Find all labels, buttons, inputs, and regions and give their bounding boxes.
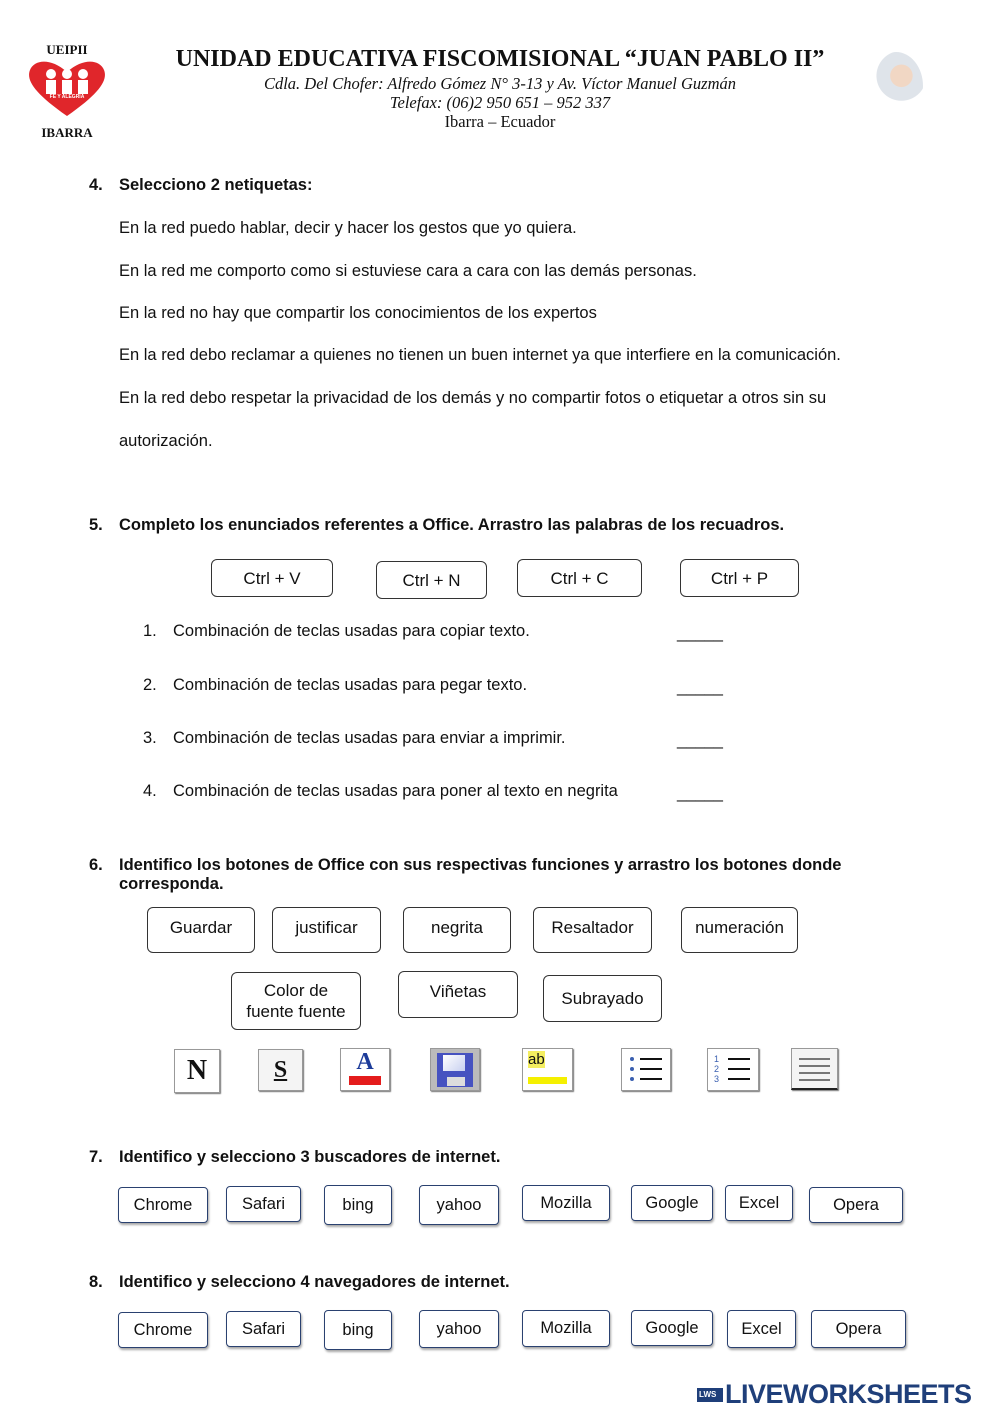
justify-icon[interactable] xyxy=(791,1048,838,1090)
search-engine-option-excel[interactable]: Excel xyxy=(725,1185,793,1221)
netiquette-option[interactable]: En la red me comporto como si estuviese cara a cara con las demás personas. xyxy=(119,262,697,280)
question-7-title: 7. Identifico y selecciono 3 buscadores de internet. xyxy=(89,1148,501,1166)
highlight-glyph: ab xyxy=(528,1051,545,1068)
drop-blank-4[interactable]: _____ xyxy=(677,784,723,802)
netiquette-option[interactable]: En la red no hay que compartir los conocimientos de los expertos xyxy=(119,304,597,322)
drop-blank-3[interactable]: _____ xyxy=(677,731,723,749)
bullet-list-glyph xyxy=(622,1049,670,1090)
font-color-glyph: A xyxy=(356,1049,374,1075)
question-6-title: 6. Identifico los botones de Office con sus respectivas funciones y arrastro los botones donde corresponda. xyxy=(89,856,842,893)
search-engine-option-bing[interactable]: bing xyxy=(324,1185,392,1225)
word-justificar[interactable]: justificar xyxy=(272,907,381,953)
underline-glyph: S xyxy=(273,1056,288,1083)
browser-option-mozilla[interactable]: Mozilla xyxy=(522,1310,610,1347)
numbered-list-icon[interactable] xyxy=(707,1048,759,1091)
word-ctrl-v[interactable]: Ctrl + V xyxy=(211,559,333,597)
search-engine-option-yahoo[interactable]: yahoo xyxy=(419,1185,499,1225)
justify-glyph xyxy=(792,1049,837,1089)
word-negrita[interactable]: negrita xyxy=(403,907,511,953)
bold-glyph: N xyxy=(186,1055,208,1086)
search-engine-option-google[interactable]: Google xyxy=(631,1185,713,1221)
word-subrayado[interactable]: Subrayado xyxy=(543,975,662,1022)
logo-text-top: UEIPII xyxy=(46,42,88,57)
netiquette-option[interactable]: En la red debo respetar la privacidad de los demás y no compartir fotos o etiquetar a otros sin su xyxy=(119,389,827,407)
logo-text-mid: FE Y ALEGRIA xyxy=(49,94,85,100)
browser-option-bing[interactable]: bing xyxy=(324,1310,392,1350)
word-ctrl-n[interactable]: Ctrl + N xyxy=(376,561,487,599)
word-ctrl-p[interactable]: Ctrl + P xyxy=(680,559,799,597)
bullet-list-icon[interactable] xyxy=(621,1048,671,1091)
svg-text:3: 3 xyxy=(714,1074,720,1084)
word-ctrl-c[interactable]: Ctrl + C xyxy=(517,559,642,597)
logo-text-bottom: IBARRA xyxy=(41,125,93,140)
school-address: Cdla. Del Chofer: Alfredo Gómez N° 3-13 y Av. Víctor Manuel Guzmán xyxy=(263,74,737,93)
browser-option-excel[interactable]: Excel xyxy=(727,1310,796,1348)
search-engine-option-safari[interactable]: Safari xyxy=(226,1186,301,1222)
search-engine-option-opera[interactable]: Opera xyxy=(809,1187,903,1223)
netiquette-option-continuation: autorización. xyxy=(119,432,213,450)
browser-option-safari[interactable]: Safari xyxy=(226,1311,301,1347)
word-vinetas[interactable]: Viñetas xyxy=(398,971,518,1018)
statement-4: 4. Combinación de teclas usadas para poner al texto en negrita xyxy=(143,782,618,800)
statement-2: 2. Combinación de teclas usadas para pegar texto. xyxy=(143,676,528,694)
word-numeracion[interactable]: numeración xyxy=(681,907,798,953)
school-title: UNIDAD EDUCATIVA FISCOMISIONAL “JUAN PABLO II” xyxy=(175,46,825,72)
numbered-list-glyph xyxy=(708,1049,758,1090)
browser-option-opera[interactable]: Opera xyxy=(811,1310,906,1348)
drop-blank-2[interactable]: _____ xyxy=(677,678,723,696)
svg-text:1: 1 xyxy=(714,1054,720,1064)
underline-icon[interactable] xyxy=(258,1049,303,1091)
word-line: Color de xyxy=(263,981,329,1000)
statement-3: 3. Combinación de teclas usadas para enviar a imprimir. xyxy=(143,729,566,747)
bold-icon[interactable] xyxy=(174,1049,220,1093)
word-line: fuente fuente xyxy=(246,1002,346,1021)
save-icon[interactable] xyxy=(430,1048,480,1091)
drop-blank-1[interactable]: _____ xyxy=(677,624,723,642)
school-city: Ibarra – Ecuador xyxy=(444,112,556,131)
browser-option-yahoo[interactable]: yahoo xyxy=(419,1310,499,1348)
browser-option-chrome[interactable]: Chrome xyxy=(118,1312,208,1348)
school-phone: Telefax: (06)2 950 651 – 952 337 xyxy=(389,93,611,112)
highlight-icon[interactable] xyxy=(522,1048,573,1091)
statement-1: 1. Combinación de teclas usadas para copiar texto. xyxy=(143,622,530,640)
word-color-fuente[interactable] xyxy=(231,972,361,1030)
brand-text: LIVEWORKSHEETS xyxy=(725,1379,972,1409)
svg-text:2: 2 xyxy=(714,1064,720,1074)
netiquette-option[interactable]: En la red puedo hablar, decir y hacer los gestos que yo quiera. xyxy=(119,219,577,237)
liveworksheets-logo xyxy=(697,1379,972,1410)
font-color-icon[interactable] xyxy=(340,1048,390,1091)
browser-option-google[interactable]: Google xyxy=(631,1310,713,1346)
word-resaltador[interactable]: Resaltador xyxy=(533,907,652,953)
pope-portrait xyxy=(869,52,923,120)
question-5-title: 5. Completo los enunciados referentes a Office. Arrastro las palabras de los recuadros. xyxy=(89,516,785,534)
question-4-title: 4. Selecciono 2 netiquetas: xyxy=(89,176,313,194)
search-engine-option-chrome[interactable]: Chrome xyxy=(118,1187,208,1223)
search-engine-option-mozilla[interactable]: Mozilla xyxy=(522,1185,610,1221)
question-8-title: 8. Identifico y selecciono 4 navegadores de internet. xyxy=(89,1273,510,1291)
brand-badge: LWS xyxy=(697,1388,723,1402)
netiquette-option[interactable]: En la red debo reclamar a quienes no tienen un buen internet ya que interfiere en la comunicación. xyxy=(119,346,841,364)
word-guardar[interactable]: Guardar xyxy=(147,907,255,953)
